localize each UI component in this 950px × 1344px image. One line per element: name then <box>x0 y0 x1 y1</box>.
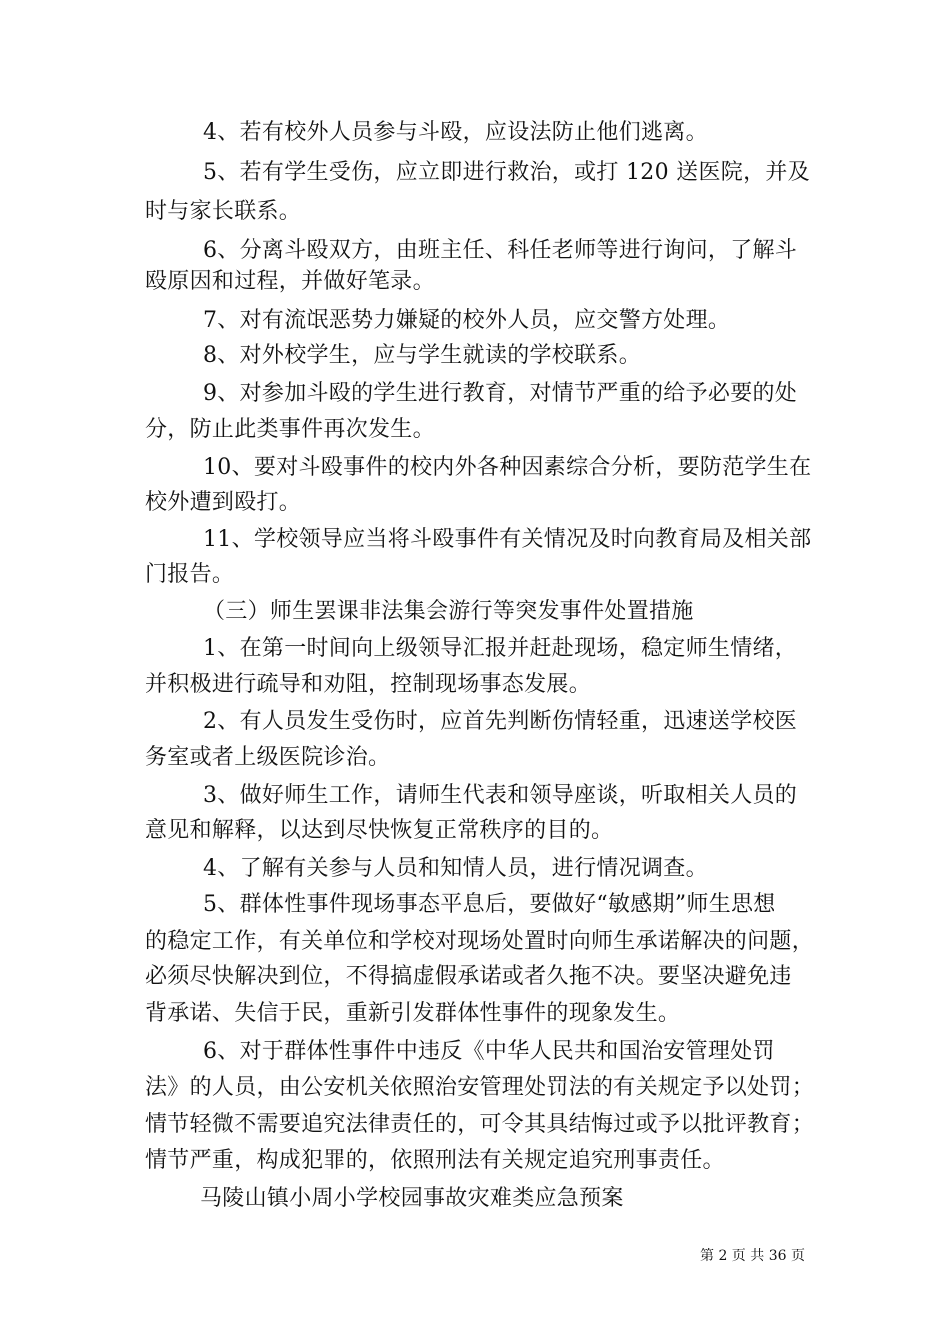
text-line: 必须尽快解决到位，不得搞虚假承诺或者久拖不决。要坚决避免违 <box>145 964 792 989</box>
text-line: 5、群体性事件现场事态平息后，要做好“敏感期”师生思想 <box>203 892 776 917</box>
text-line: 法》的人员，由公安机关依照治安管理处罚法的有关规定予以处罚； <box>145 1075 815 1100</box>
text-line: 殴原因和过程，并做好笔录。 <box>145 269 435 294</box>
text-line: 时与家长联系。 <box>145 199 302 224</box>
text-line: 门报告。 <box>145 562 235 587</box>
text-line: 5、若有学生受伤，应立即进行救治，或打 120 送医院，并及 <box>203 160 810 185</box>
text-line: 7、对有流氓恶势力嫌疑的校外人员，应交警方处理。 <box>203 308 731 333</box>
text-line: 校外遭到殴打。 <box>145 490 302 515</box>
text-line: 6、分离斗殴双方，由班主任、科任老师等进行询问，了解斗 <box>203 238 798 263</box>
page-number: 第 2 页 共 36 页 <box>700 1248 805 1264</box>
text-line: 8、对外校学生，应与学生就读的学校联系。 <box>203 343 641 368</box>
text-line: 4、了解有关参与人员和知情人员，进行情况调查。 <box>203 856 708 881</box>
text-line: 背承诺、失信于民，重新引发群体性事件的现象发生。 <box>145 1001 681 1026</box>
text-line: 情节轻微不需要追究法律责任的，可令其具结悔过或予以批评教育； <box>145 1112 815 1137</box>
text-line: 情节严重，构成犯罪的，依照刑法有关规定追究刑事责任。 <box>145 1148 725 1173</box>
text-line: 4、若有校外人员参与斗殴，应设法防止他们逃离。 <box>203 120 708 145</box>
text-line: 分，防止此类事件再次发生。 <box>145 417 435 442</box>
section-heading: （三）师生罢课非法集会游行等突发事件处置措施 <box>203 599 694 624</box>
text-line: 2、有人员发生受伤时，应首先判断伤情轻重，迅速送学校医 <box>203 709 798 734</box>
text-line: 10、要对斗殴事件的校内外各种因素综合分析，要防范学生在 <box>203 455 812 480</box>
text-line: 6、对于群体性事件中违反《中华人民共和国治安管理处罚 <box>203 1039 775 1064</box>
text-line: 3、做好师生工作，请师生代表和领导座谈，听取相关人员的 <box>203 783 798 808</box>
text-line: 意见和解释，以达到尽快恢复正常秩序的目的。 <box>145 818 614 843</box>
section-title: 马陵山镇小周小学校园事故灾难类应急预案 <box>200 1186 624 1211</box>
text-line: 1、在第一时间向上级领导汇报并赶赴现场，稳定师生情绪， <box>203 636 798 661</box>
text-line: 9、对参加斗殴的学生进行教育，对情节严重的给予必要的处 <box>203 381 798 406</box>
text-line: 11、学校领导应当将斗殴事件有关情况及时向教育局及相关部 <box>203 527 812 552</box>
text-line: 的稳定工作，有关单位和学校对现场处置时向师生承诺解决的问题， <box>145 929 815 954</box>
text-line: 并积极进行疏导和劝阻，控制现场事态发展。 <box>145 672 592 697</box>
text-line: 务室或者上级医院诊治。 <box>145 745 391 770</box>
